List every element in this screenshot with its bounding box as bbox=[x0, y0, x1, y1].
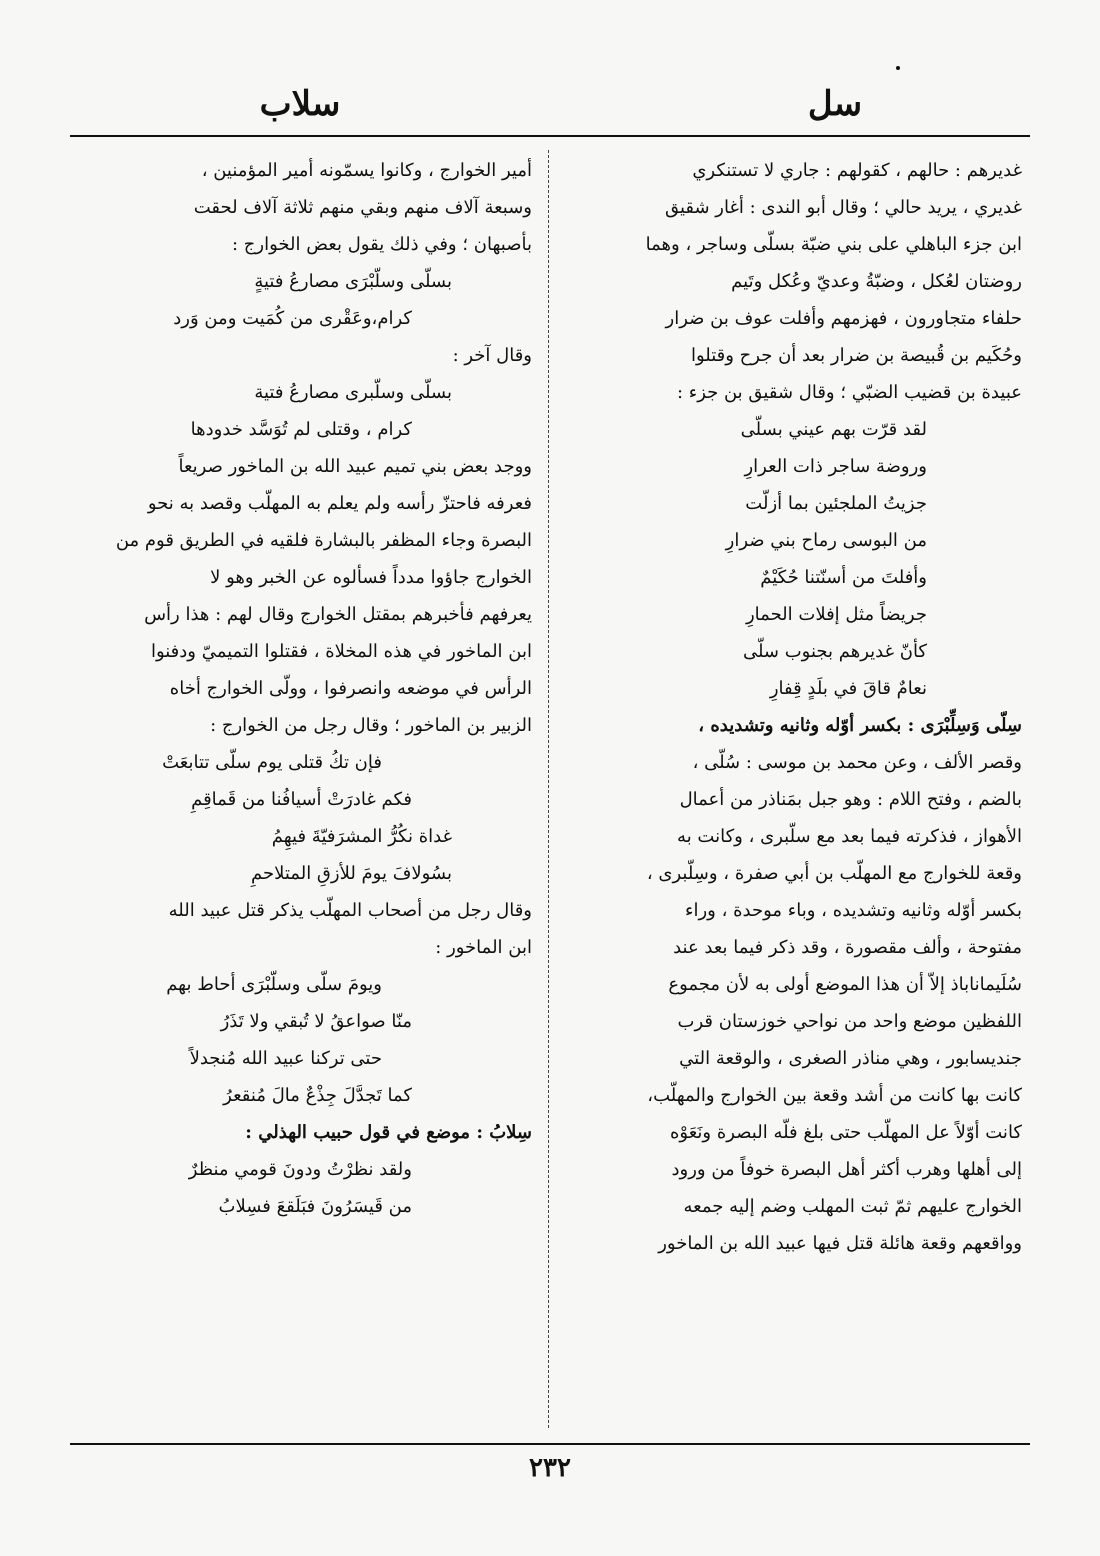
verse-line: بسلّى وسلّبْرَى مصارعُ فتيةٍ bbox=[254, 271, 452, 292]
verse-line: فإن تكُ قتلى يوم سلّى تتابعَتْ bbox=[162, 752, 382, 773]
text-line: عبيدة بن قضيب الضبّي ؛ وقال شقيق بن جزء : bbox=[676, 382, 1022, 403]
verse-line: جزيتُ الملجئين بما أزلّت bbox=[745, 493, 927, 514]
text-line: حلفاء متجاورون ، فهزمهم وأفلت عوف بن ضرار bbox=[665, 308, 1022, 329]
running-header-left: سلاب bbox=[259, 84, 341, 124]
verse-line: من البوسى رماح بني ضرارِ bbox=[725, 530, 927, 551]
verse-line: بسُولافَ يومَ للأزقِ المتلاحمِ bbox=[251, 863, 452, 884]
running-header-right: سل bbox=[807, 84, 863, 124]
verse-line: كرام،وعَقْرى من كُمَيت ومن وَرد bbox=[173, 308, 412, 329]
header-rule bbox=[70, 135, 1030, 137]
text-line: جنديسابور ، وهي مناذر الصغرى ، والوقعة التي bbox=[679, 1048, 1022, 1069]
entry-headword-line: سِلابُ : موضع في قول حبيب الهذلي : bbox=[245, 1122, 532, 1143]
verse-line: حتى تركنا عبيد الله مُنجدلاً bbox=[189, 1048, 382, 1069]
text-line: الأهواز ، فذكرته فيما بعد مع سلّبرى ، وكانت به bbox=[677, 826, 1022, 847]
margin-dot bbox=[896, 66, 900, 70]
text-line: الزبير بن الماخور ؛ وقال رجل من الخوارج : bbox=[210, 715, 532, 736]
text-line: ابن الماخور في هذه المخلاة ، فقتلوا التميميّ ودفنوا bbox=[150, 641, 532, 662]
verse-line: كأنّ غديرهم بجنوب سلّى bbox=[742, 641, 927, 662]
text-line: وقال رجل من أصحاب المهلّب يذكر قتل عبيد الله bbox=[168, 900, 532, 921]
verse-line: غداة نكُرُّ المشرَفيّةَ فيهِمُ bbox=[271, 826, 452, 847]
verse-line: نعامٌ قاقَ في بلَدٍ قِفارِ bbox=[769, 678, 927, 699]
verse-line: وأفلتَ من أسنّتنا حُكَيْمٌ bbox=[760, 567, 927, 588]
text-line: ابن الماخور : bbox=[435, 937, 532, 958]
text-line: ابن جزء الباهلي على بني ضبّة بسلّى وساجر ، وهما bbox=[645, 234, 1022, 255]
text-line: الخوارج عليهم ثمّ ثبت المهلب وضم إليه جمعه bbox=[683, 1196, 1022, 1217]
verse-line: لقد قرّت بهم عيني بسلّى bbox=[740, 419, 927, 440]
footer-rule bbox=[70, 1443, 1030, 1445]
right-column bbox=[560, 152, 1022, 1262]
text-line: سُلَيماناباذ إلاّ أن هذا الموضع أولى به لأن مجموع bbox=[668, 974, 1022, 995]
verse-line: فكم غادرَتْ أسيافُنا من قَماقِمِ bbox=[191, 789, 412, 810]
text-line: الرأس في موضعه وانصرفوا ، وولّى الخوارج أخاه bbox=[169, 678, 532, 699]
verse-line: جريضاً مثل إفلات الحمارِ bbox=[745, 604, 927, 625]
text-line: اللفظين موضع واحد من نواحي خوزستان قرب bbox=[677, 1011, 1022, 1032]
text-line: وواقعهم وقعة هائلة قتل فيها عبيد الله بن الماخور bbox=[658, 1233, 1022, 1254]
text-line: بأصبهان ؛ وفي ذلك يقول بعض الخوارج : bbox=[232, 234, 532, 255]
left-column bbox=[76, 152, 532, 1225]
text-line: مفتوحة ، وألف مقصورة ، وقد ذكر فيما بعد عند bbox=[673, 937, 1022, 958]
verse-line: منّا صواعقُ لا تُبقي ولا تَذَرُ bbox=[220, 1011, 412, 1032]
verse-line: من قَيسَرُونَ فبَلَقعَ فسِلابُ bbox=[218, 1196, 412, 1217]
page-number: ٢٣٢ bbox=[529, 1453, 571, 1483]
verse-line: وروضة ساجر ذات العرارِ bbox=[744, 456, 927, 477]
text-line: ووجد بعض بني تميم عبيد الله بن الماخور صريعاً bbox=[178, 456, 532, 477]
verse-line: كرام ، وقتلى لم تُوَسَّد خدودها bbox=[190, 419, 412, 440]
text-line: يعرفهم فأخبرهم بمقتل الخوارج وقال لهم : هذا رأس bbox=[144, 604, 532, 625]
text-line: أمير الخوارج ، وكانوا يسمّونه أمير المؤمنين ، bbox=[201, 160, 532, 181]
verse-line: ويومَ سلّى وسلّبْرَى أحاط بهم bbox=[166, 974, 382, 995]
column-divider bbox=[548, 150, 549, 1428]
text-line: فعرفه فاحتزّ رأسه ولم يعلم به المهلّب وقصد به نحو bbox=[147, 493, 532, 514]
text-line: وقصر الألف ، وعن محمد بن موسى : سُلّى ، bbox=[692, 752, 1022, 773]
text-line: بالضم ، وفتح اللام : وهو جبل بمَناذر من أعمال bbox=[679, 789, 1022, 810]
verse-line: بسلّى وسلّبرى مصارعُ فتية bbox=[254, 382, 452, 403]
text-line: وسبعة آلاف منهم وبقي منهم ثلاثة آلاف لحقت bbox=[193, 197, 532, 218]
verse-line: كما تَجدَّلَ جِذْعٌ مالَ مُنقعرُ bbox=[223, 1085, 412, 1106]
text-line: وحُكَيم بن قُبيصة بن ضرار بعد أن جرح وقتلوا bbox=[690, 345, 1022, 366]
text-line: كانت أوّلاً عل المهلّب حتى بلغ فلّه البصرة ونَعَوْه bbox=[670, 1122, 1022, 1143]
text-line: وقال آخر : bbox=[452, 345, 532, 366]
text-line: غديري ، يريد حالي ؛ وقال أبو الندى : أغار شقيق bbox=[664, 197, 1022, 218]
entry-headword-line: سِلّى وَسِلِّبْرَى : بكسر أوّله وثانيه وتشديده ، bbox=[698, 715, 1022, 736]
text-line: الخوارج جاؤوا مدداً فسألوه عن الخبر وهو لا bbox=[210, 567, 532, 588]
text-line: إلى أهلها وهرب أكثر أهل البصرة خوفاً من ورود bbox=[671, 1159, 1022, 1180]
verse-line: ولقد نظرْتُ ودونَ قومي منظرٌ bbox=[188, 1159, 412, 1180]
text-line: وقعة للخوارج مع المهلّب بن أبي صفرة ، وسِلّبرى ، bbox=[646, 863, 1022, 884]
text-line: البصرة وجاء المظفر بالبشارة فلقيه في الطريق قوم من bbox=[115, 530, 532, 551]
text-line: كانت بها كانت من أشد وقعة بين الخوارج والمهلّب، bbox=[647, 1085, 1022, 1106]
text-line: روضتان لعُكل ، وضبّةُ وعديّ وعُكل وتَيم bbox=[731, 271, 1022, 292]
text-line: بكسر أوّله وثانيه وتشديده ، وباء موحدة ، وراء bbox=[685, 900, 1022, 921]
text-line: غديرهم : حالهم ، كقولهم : جاري لا تستنكري bbox=[692, 160, 1022, 181]
